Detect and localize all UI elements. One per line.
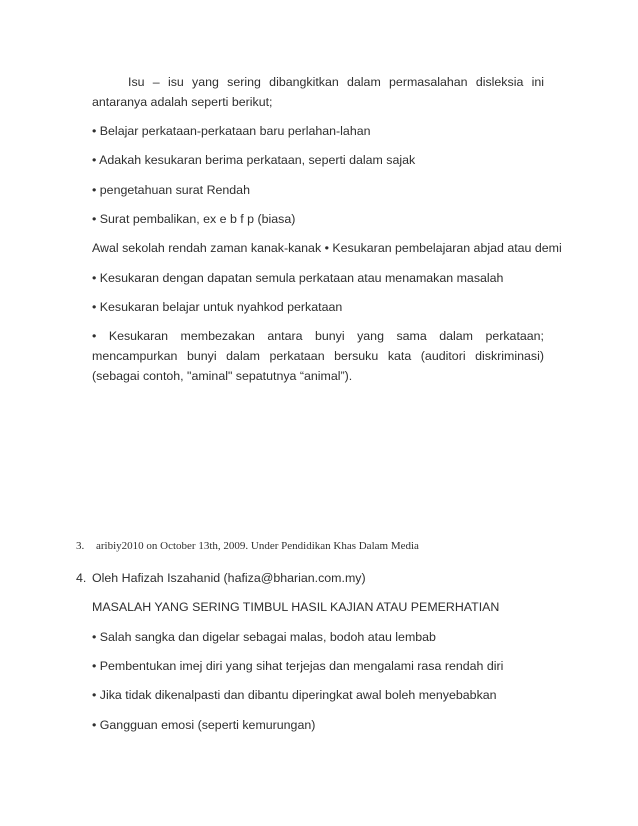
list-item: • Pembentukan imej diri yang sihat terjejas dan mengalami rasa rendah diri <box>92 659 504 673</box>
list-item-paragraph: • Kesukaran membezakan antara bunyi yang sama dalam perkataan; mencampurkan bunyi dalam perkataan bersuku kata (auditori diskriminasi) (sebagai contoh, "aminal" sepatutnya “animal”). <box>92 329 544 383</box>
list-item: • Gangguan emosi (seperti kemurungan) <box>92 718 316 732</box>
citation-number: 3. <box>76 540 85 552</box>
byline-text: Oleh Hafizah Iszahanid (hafiza@bharian.com.my) <box>92 571 366 585</box>
intro-text: Isu – isu yang sering dibangkitkan dalam permasalahan disleksia ini antaranya adalah seperti berikut; <box>92 75 544 109</box>
citation-line <box>76 538 419 554</box>
section-heading: MASALAH YANG SERING TIMBUL HASIL KAJIAN ATAU PEMERHATIAN <box>92 600 500 614</box>
list-item: • Kesukaran dengan dapatan semula perkataan atau menamakan masalah <box>92 271 504 285</box>
list-item: • Salah sangka dan digelar sebagai malas, bodoh atau lembab <box>92 630 436 644</box>
list-item: • Surat pembalikan, ex e b f p (biasa) <box>92 212 296 226</box>
list-item: • Jika tidak dikenalpasti dan dibantu diperingkat awal boleh menyebabkan <box>92 688 497 702</box>
section-number: 4. <box>76 571 87 585</box>
intro-paragraph <box>92 72 544 112</box>
list-item: • Belajar perkataan-perkataan baru perlahan-lahan <box>92 124 371 138</box>
list-item: • pengetahuan surat Rendah <box>92 183 250 197</box>
byline <box>76 568 366 588</box>
list-item: • Adakah kesukaran berima perkataan, seperti dalam sajak <box>92 153 416 167</box>
citation-category-link[interactable]: Pendidikan Khas Dalam Media <box>281 540 419 552</box>
list-item: • Kesukaran belajar untuk nyahkod perkataan <box>92 300 343 314</box>
citation-text: aribiy2010 on October 13th, 2009. Under <box>96 540 279 552</box>
list-item: Awal sekolah rendah zaman kanak-kanak • Kesukaran pembelajaran abjad atau demi <box>92 241 562 255</box>
